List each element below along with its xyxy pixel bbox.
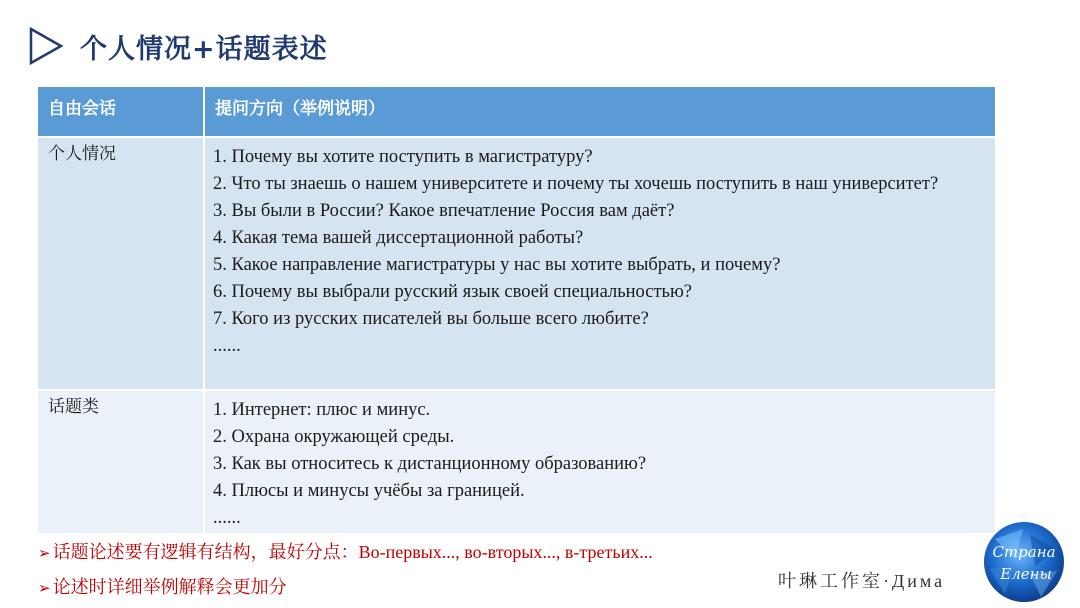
header-questions: 提问方向（举例说明） <box>204 87 995 137</box>
question-item: 5. Какое направление магистратуры у нас вы хотите выбрать, и почему? <box>213 255 781 275</box>
ellipsis-item: ...... <box>213 336 241 356</box>
table-row <box>38 137 995 390</box>
note-text: 话题论述要有逻辑有结构，最好分点： <box>52 542 359 563</box>
question-item: 4. Какая тема вашей диссертационной работы? <box>213 228 584 248</box>
table-header-row <box>38 87 995 137</box>
ellipsis-item: ...... <box>213 508 241 528</box>
question-item: 2. Что ты знаешь о нашем университете и почему ты хочешь поступить в наш университет? <box>213 174 939 194</box>
question-item: 6. Почему вы выбрали русский язык своей специальностью? <box>213 282 693 302</box>
question-item: 3. Вы были в России? Какое впечатление Россия вам даёт? <box>213 201 675 221</box>
question-item: 2. Охрана окружающей среды. <box>213 427 455 447</box>
row-questions <box>204 390 995 533</box>
logo <box>975 519 1073 605</box>
question-item: 3. Как вы относитесь к дистанционному образованию? <box>213 454 647 474</box>
table-row <box>38 390 995 533</box>
title-bar <box>28 24 328 68</box>
note-russian-example: Во-первых..., во-вторых..., в-третьих... <box>358 542 653 562</box>
question-item: 7. Кого из русских писателей вы больше всего любите? <box>213 309 649 329</box>
arrow-bullet-icon: ➢ <box>38 579 51 597</box>
logo-text-line2: Елены <box>1000 565 1052 583</box>
header-category: 自由会话 <box>38 87 204 137</box>
arrow-bullet-icon: ➢ <box>38 544 51 562</box>
question-item: 4. Плюсы и минусы учёбы за границей. <box>213 481 525 501</box>
note-examples <box>38 573 287 599</box>
note-structure <box>38 538 653 564</box>
page-title: 个人情况+话题表述 <box>80 33 328 65</box>
question-item: 1. Почему вы хотите поступить в магистратуру? <box>213 147 593 167</box>
note-text: 论述时详细举例解释会更加分 <box>52 577 287 598</box>
question-item: 1. Интернет: плюс и минус. <box>213 400 431 420</box>
play-triangle-icon <box>28 26 64 66</box>
studio-label: 叶琳工作室·Дима <box>778 571 946 591</box>
logo-text-line1: Страна <box>992 543 1056 561</box>
row-questions <box>204 137 995 390</box>
row-category: 话题类 <box>38 390 204 533</box>
row-category: 个人情况 <box>38 137 204 390</box>
topics-table <box>38 87 995 533</box>
